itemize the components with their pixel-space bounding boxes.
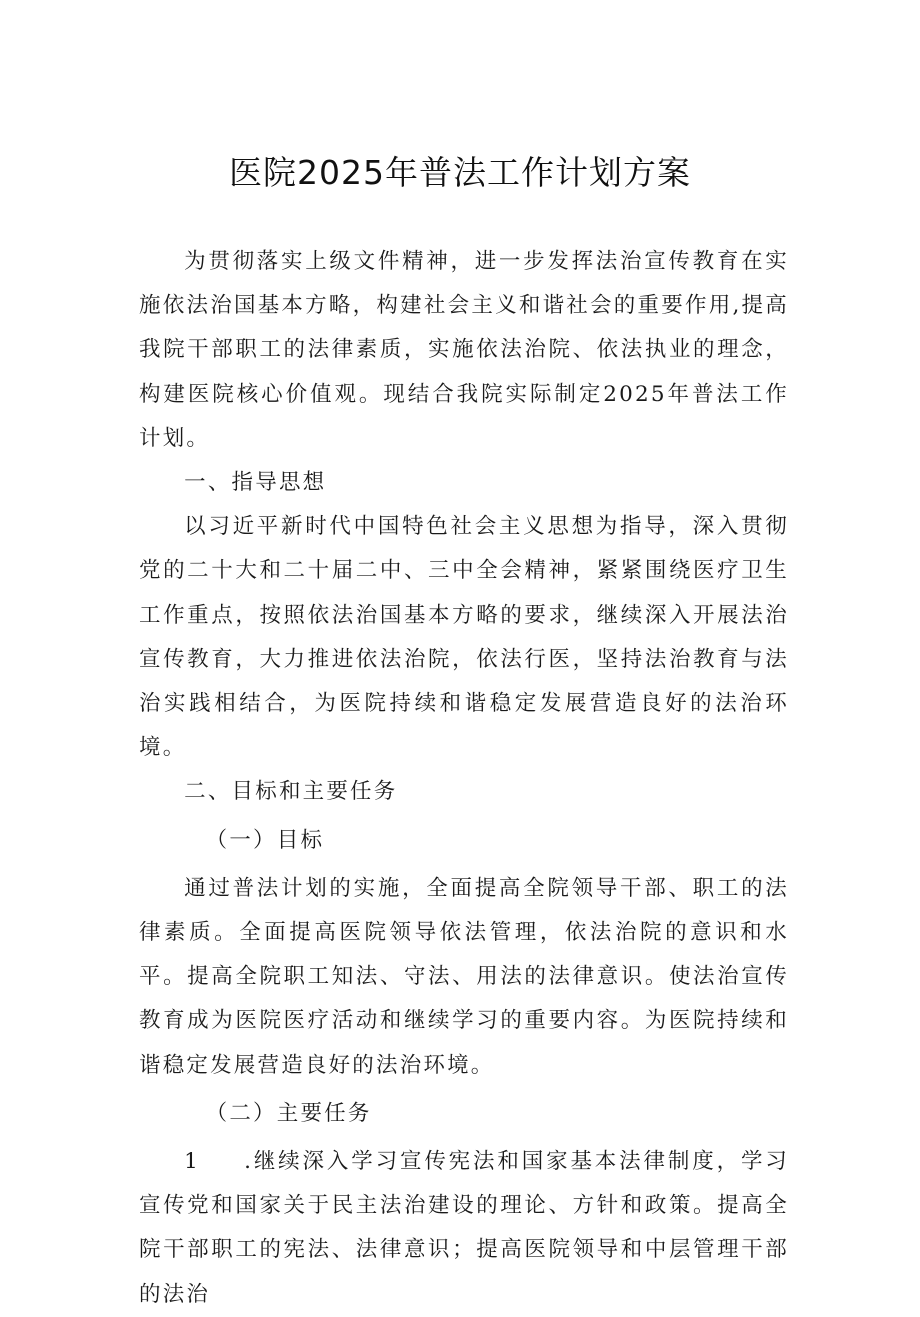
- intro-paragraph: 为贯彻落实上级文件精神，进一步发挥法治宣传教育在实施依法治国基本方略，构建社会主义和谐社会的重要作用,提高我院干部职工的法律素质，实施依法治院、依法执业的理念，构建医院核心价值观。现结合我院实际制定2025年普法工作计划。: [139, 249, 789, 451]
- document-title: 医院2025年普法工作计划方案: [229, 153, 691, 192]
- document-body: [139, 240, 789, 1317]
- guiding-ideology-paragraph: 以习近平新时代中国特色社会主义思想为指导，深入贯彻党的二十大和二十届二中、三中全会精神，紧紧围绕医疗卫生工作重点，按照依法治国基本方略的要求，继续深入开展法治宣传教育，大力推进依法治院，依法行医，坚持法治教育与法治实践相结合，为医院持续和谐稳定发展营造良好的法治环境。: [139, 514, 789, 761]
- section-heading-guiding-ideology: 一、指导思想: [184, 470, 327, 496]
- task-item-number: 1: [184, 1149, 201, 1175]
- subheading-main-tasks: （二）主要任务: [205, 1100, 372, 1126]
- section-heading-goals-tasks: 二、目标和主要任务: [184, 779, 398, 805]
- goals-paragraph: 通过普法计划的实施，全面提高全院领导干部、职工的法律素质。全面提高医院领导依法管理，依法治院的意识和水平。提高全院职工知法、守法、用法的法律意识。使法治宣传教育成为医院医疗活动和继续学习的重要内容。为医院持续和谐稳定发展营造良好的法治环境。: [139, 875, 789, 1078]
- task-item-1: [139, 1140, 789, 1317]
- subheading-goals: （一）目标: [205, 827, 325, 853]
- task-item-text: .继续深入学习宣传宪法和国家基本法律制度，学习宣传党和国家关于民主法治建设的理论、方针和政策。提高全院干部职工的宪法、法律意识；提高医院领导和中层管理干部的法治: [139, 1149, 789, 1307]
